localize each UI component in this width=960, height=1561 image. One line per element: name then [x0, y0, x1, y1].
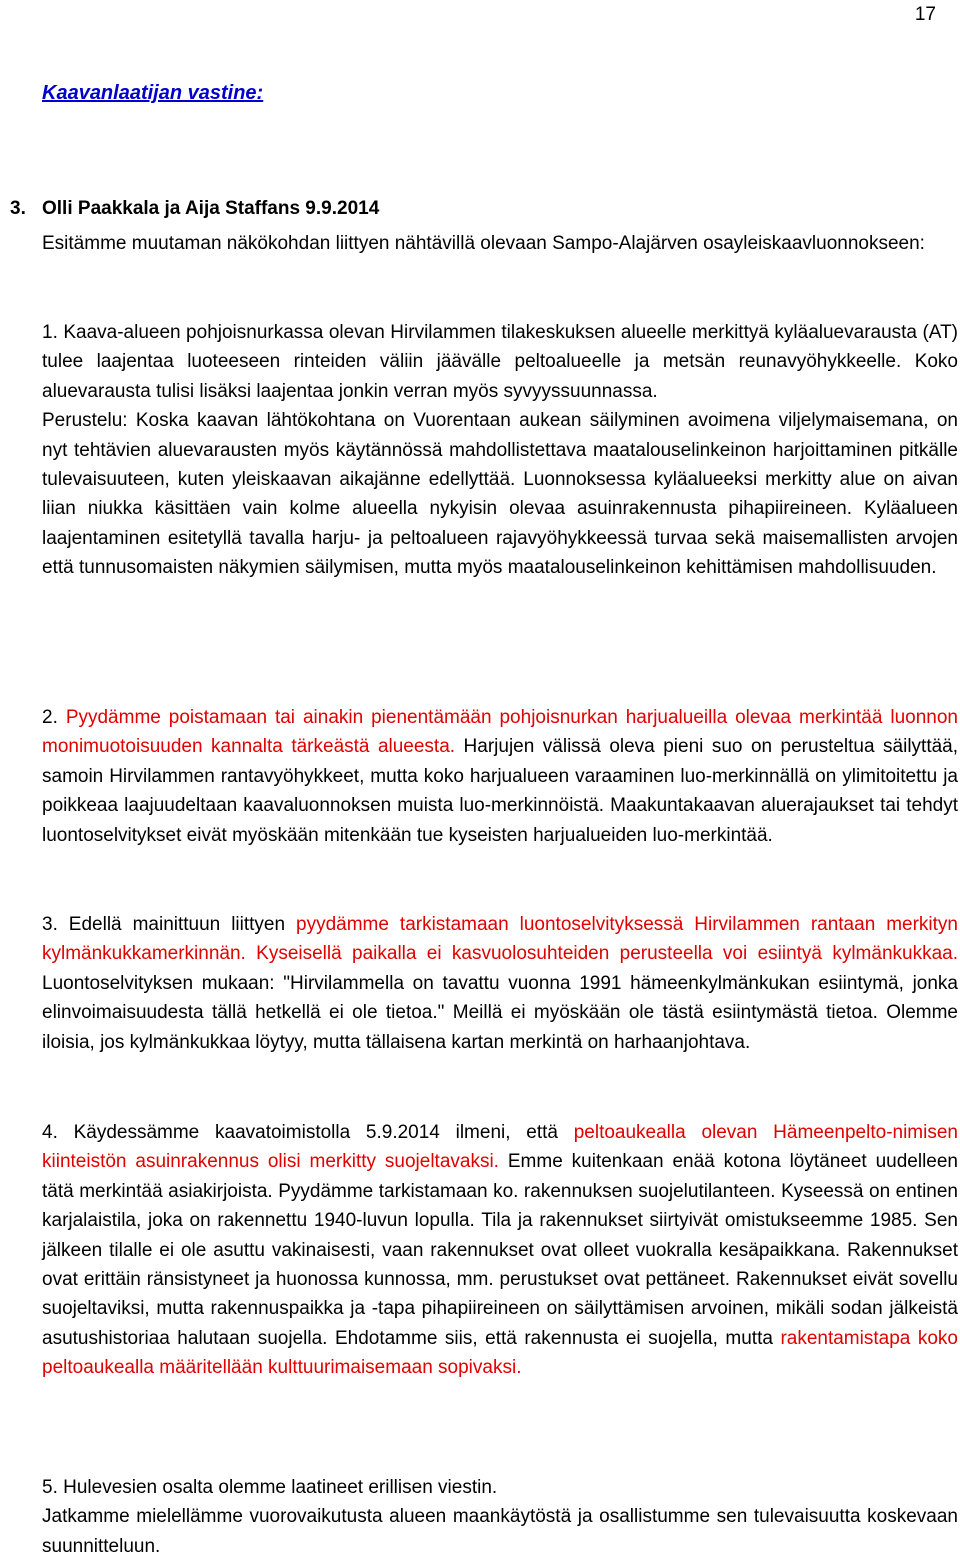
point-4-paragraph — [42, 1118, 958, 1383]
section-title-text: Olli Paakkala ja Aija Staffans 9.9.2014 — [42, 198, 380, 219]
point-5-block — [42, 1473, 958, 1561]
section-title — [10, 198, 379, 220]
point-4-highlight: peltoaukealla olevan Hämeenpelto-nimisen kiinteistön asuinrakennus olisi merkitty suojeltavaksi. — [42, 1122, 958, 1173]
intro-block — [42, 229, 958, 258]
point-1-lead: 1. Kaava-alueen pohjoisnurkassa olevan Hirvilammen tilakeskuksen alueelle merkittyä kyläaluevarausta (AT) tulee laajentaa luoteeseen rinteiden väliin jäävälle peltoalueelle ja metsän reunavyöhykkeelle. — [42, 322, 958, 373]
point-1-reasoning: Perustelu: Koska kaavan lähtökohtana on Vuorentaan aukean säilyminen avoimena viljelymaisemana, on nyt tehtävien aluevarausten myös käytännössä mahdollistettava maatalouselinkeinon harjoittaminen pitkälle tulevaisuuteen, kuten yleiskaavan aikajänne edellyttää. Luonnoksessa kyläalueeksi merkitty alue on aivan liian niukka käsittäen vain kolme alueella nykyisin olevaa asuinrakennusta pihapiireineen. Kyläalueen laajentaminen esitetyllä tavalla harju- ja peltoalueen rajavyöhykkeessä turvaa sekä maisemallisten arvojen että tunnusomaisten näkymien säilymisen, mutta myös maatalouselinkeinon kehittämisen mahdollisuuden. — [42, 410, 958, 579]
point-2-rest: Harjujen välissä oleva pieni suo on perusteltua säilyttää, samoin Hirvilammen rantavyöhykkeet, mutta koko harjualueen varaaminen luo-merkinnällä on ylimitoitettu ja poikkeaa laajuudeltaan kaavaluonnoksen muista luo-merkinnöistä. Maakuntakaavan aluerajaukset tai tehdyt luontoselvitykset eivät myöskään mitenkään tue kyseisten harjualueiden luo-merkintää. — [42, 736, 959, 846]
point-2-highlight: Pyydämme poistamaan tai ainakin pienentämään pohjoisnurkan harjualueilla olevaa merkintää luonnon monimuotoisuuden kannalta tärkeästä alueesta. — [42, 707, 958, 758]
point-3-paragraph — [42, 910, 958, 1057]
point-3-highlight: pyydämme tarkistamaan luontoselvityksessä Hirvilammen rantaan merkityn kylmänkukkamerkinnän. Kyseisellä paikalla ei kasvuolosuhteiden perusteella voi esiintyä kylmänkukkaa. — [42, 914, 959, 965]
point-3-lead: 3. Edellä mainittuun liittyen — [42, 914, 286, 935]
point-2-block — [42, 703, 958, 850]
page-number: 17 — [914, 4, 936, 25]
point-2-paragraph — [42, 703, 958, 850]
closing-paragraph: Jatkamme mielellämme vuorovaikutusta alueen maankäytöstä ja osallistumme sen tulevaisuutta koskevaan suunnitteluun. — [42, 1506, 958, 1557]
point-2-number: 2. — [42, 707, 58, 728]
section-number: 3. — [10, 198, 26, 219]
point-1-block — [42, 318, 958, 583]
point-1-rest: Koko aluevarausta tulisi lisäksi laajentaa jonkin verran myös syvyyssuunnassa. — [42, 351, 958, 402]
point-3-rest: Luontoselvityksen mukaan: "Hirvilammella on tavattu vuonna 1991 hämeenkylmänkukan esiintymä, jonka elinvoimaisuudesta tällä hetkellä ei ole tietoa." Meillä ei myöskään ole tästä esiintymästä tietoa. Olemme iloisia, jos kylmänkukkaa löytyy, mutta tällaisena kartan merkintä on harhaanjohtava. — [42, 972, 958, 1053]
page-heading: Kaavanlaatijan vastine: — [42, 82, 264, 104]
point-4-lead: 4. Käydessämme kaavatoimistolla 5.9.2014 ilmeni, että — [42, 1122, 558, 1143]
point-4-rest: Emme kuitenkaan enää kotona löytäneet uudelleen tätä merkintää asiakirjoista. Pyydämme tarkistamaan ko. rakennuksen suojelutilanteen. Kyseessä on entinen karjalaistila, joka on rakennettu 1940-luvun lopulla. Tila ja rakennukset siirtyivät omistukseemme 1985. Sen jälkeen tilalle ei ole asuttu vakinaisesti, vaan rakennukset ovat olleet vuokralla kesäpaikkana. Rakennukset ovat erittäin ränsistyneet ja huonossa kunnossa, mm. perustukset ovat pettäneet. Rakennukset eivät sovellu suojeltaviksi, mutta rakennuspaikka ja -tapa pihapiireineen on säilyttämisen arvoinen, mikäli sodan jälkeistä asutushistoriaa halutaan suojella. Ehdotamme siis, että rakennusta ei suojella, mutta — [42, 1151, 959, 1349]
point-3-block — [42, 910, 958, 1057]
point-4-highlight-end: rakentamistapa koko peltoaukealla määritellään kulttuurimaisemaan sopivaksi. — [42, 1327, 958, 1379]
intro-paragraph: Esitämme muutaman näkökohdan liittyen nähtävillä olevaan Sampo-Alajärven osayleiskaavluonnokseen: — [42, 233, 925, 254]
point-4-block — [42, 1118, 958, 1383]
point-1-paragraph — [42, 318, 958, 406]
point-5-paragraph: 5. Hulevesien osalta olemme laatineet erillisen viestin. — [42, 1477, 498, 1498]
